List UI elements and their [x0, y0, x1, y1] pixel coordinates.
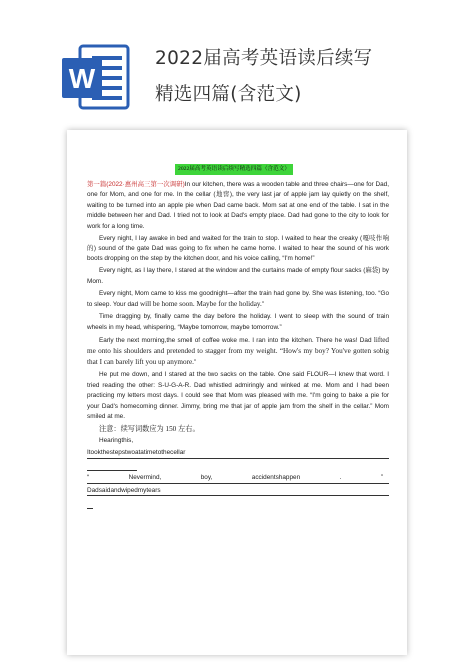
paragraph-5: Time dragging by, finally came the day before the holiday. I went to sleep with the sound of train wheels in my head, whispering, “Maybe tomorrow, maybe tomorrow.” — [87, 313, 389, 331]
paragraph-2: Every night, I lay awake in bed and waited for the train to stop. I waited to hear the creaky (嘎吱作响的) sound of the gate Dad was going to fix when he came home. I waited to hear the sound of his work boots dropping on the step by the kitchen door, and his voice calling, “I'm home!” — [87, 234, 389, 263]
answer-line-2[interactable] — [87, 461, 137, 472]
answer-line-4[interactable]: Dadsaidandwipedmytears — [87, 486, 389, 497]
paragraph-7: He put me down, and I stared at the two sacks on the table. One said FLOUR—I knew that word. I tried reading the other: S-U-G-A-R. Dad whistled admiringly and winked at me. Mom and I had been practicing my letters most days. I could see that Mom was pleased with me. “I'm going to bake a pie for your Dad's homecoming dinner. Jimmy, bring me that jar of apple jam from the shelf in the cellar.” Mom smiled at me. — [87, 371, 389, 421]
word-count-note: 注意：续写词数应为 150 左右。 — [99, 425, 200, 434]
header — [0, 0, 474, 130]
answer-line-5[interactable] — [87, 498, 93, 509]
highlighted-heading: 2022届高考英语读后续写精选四篇（含范文） — [175, 164, 293, 175]
answer-line-1[interactable]: Itookthestepstwoatatimetothecellar — [87, 448, 389, 459]
paragraph-3: Every night, as I lay there, I stared at the window and the curtains made of empty flour sacks (麻袋) by Mom. — [87, 267, 389, 285]
paragraph-1 — [87, 180, 389, 232]
word-logo-icon — [58, 40, 132, 114]
passage-source-label: 第一篇(2022·惠州高三第一次调研) — [87, 181, 185, 188]
continuation-start-1: Hearingthis, — [99, 437, 134, 445]
document-title-line-2: 精选四篇(含范文) — [155, 84, 302, 105]
paragraph-1-text: In our kitchen, there was a wooden table and three chairs—one for Dad, one for Mom, and one for me. In the cellar (地窖), the very last jar of apple jam lay quietly on the shelf, waiting to be turned into an apple pie when Dad came back. Mom sat at one end of the table. I sat in the middle between her and Dad. I tried not to look at Dad's empty place. Dad had gone to the city to look for work for a long time. — [87, 181, 389, 230]
svg-text:W: W — [68, 63, 96, 94]
document-page — [67, 130, 407, 655]
answer-line-3[interactable]: “ Nevermind, boy, accidentshappen . ” — [87, 473, 389, 484]
document-body — [87, 180, 389, 511]
document-title-line-1: 2022届高考英语读后续写 — [155, 48, 373, 69]
paragraph-6: Early the next morning,the smell of coffee woke me. I ran into the kitchen. There he was! Dad lifted me onto his shoulders and pretended to stagger from my weight. “How's my boy? You've gotten sobig that I can barely lift you up anymore.” — [87, 335, 389, 367]
paragraph-4: Every night, Mom came to kiss me goodnight—after the train had gone by. She was listening, too. “Go to sleep. Your dad will be home soon. Maybe for the holiday.” — [87, 289, 389, 309]
